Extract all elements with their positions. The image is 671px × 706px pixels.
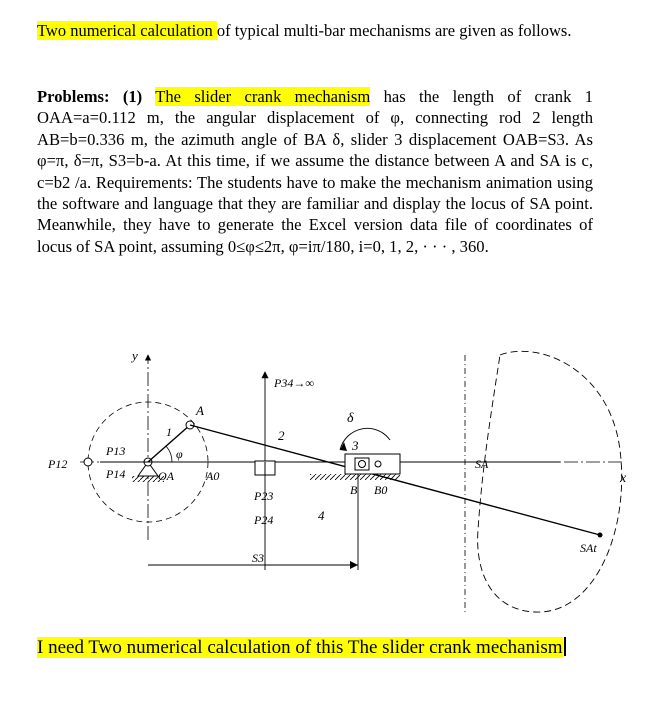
joint-b <box>359 461 366 468</box>
label-p14: P14 <box>106 467 126 481</box>
label-bo: B0 <box>374 483 388 497</box>
label-oa: OA <box>158 469 174 483</box>
mechanism-figure <box>20 330 640 620</box>
label-x: x <box>620 471 627 486</box>
problem-paragraph <box>37 86 593 257</box>
label-2: 2 <box>278 428 285 443</box>
label-3: 3 <box>352 438 359 453</box>
intro-text: of typical multi-bar mechanisms are given as follows. <box>216 21 572 40</box>
slider-3 <box>345 454 400 474</box>
label-ao: A0 <box>206 469 220 483</box>
label-sa: SA <box>475 457 489 471</box>
label-y: y <box>132 348 138 363</box>
text-cursor <box>564 637 566 656</box>
label-a: A <box>196 403 204 418</box>
locus-sa <box>478 351 622 612</box>
ground-hatch-slider <box>310 474 400 480</box>
label-s3: S3 <box>252 551 264 565</box>
label-4: 4 <box>318 508 325 523</box>
label-p23: P23 <box>254 489 274 503</box>
label-p13: P13 <box>106 444 126 458</box>
problem-highlight: The slider crank mechanism <box>155 87 371 106</box>
label-p12: P12 <box>48 457 68 471</box>
delta-arc <box>340 428 390 450</box>
intro-paragraph <box>37 20 597 41</box>
intro-highlight: Two numerical calculation <box>37 21 217 40</box>
label-1: 1 <box>166 425 172 439</box>
point-p12 <box>84 458 92 466</box>
label-b: B <box>350 483 358 497</box>
outro-text: I need Two numerical calculation of this The slider crank mechanism <box>37 637 563 658</box>
label-p24: P24 <box>254 513 274 527</box>
problem-label: Problems: (1) <box>37 87 143 106</box>
outro-paragraph[interactable] <box>37 636 593 659</box>
label-p34: P34→∞ <box>274 376 314 390</box>
label-phi: φ <box>176 447 183 461</box>
problem-text: has the length of crank 1 OAA=a=0.112 m, the angular displacement of φ, connecting rod 2 length AB=b=0.336 m, the azimuth angle of BA δ, slider 3 displacement OAB=S3. As φ=π, δ=π, S3=b-a. At this time, if we assume the distance between A and SA is c, c=b2 /a. Requirements: The students have to make the mechanism animation using the software and language that they are familiar and display the locus of SA point. Meanwhile, they have to generate the Excel version data file of coordinates of locus of SA point, assuming 0≤φ≤2π, φ=iπ/180, i=0, 1, 2, · · · , 360. <box>37 87 594 256</box>
label-sat: SAt <box>580 541 597 555</box>
label-delta: δ <box>347 411 354 426</box>
